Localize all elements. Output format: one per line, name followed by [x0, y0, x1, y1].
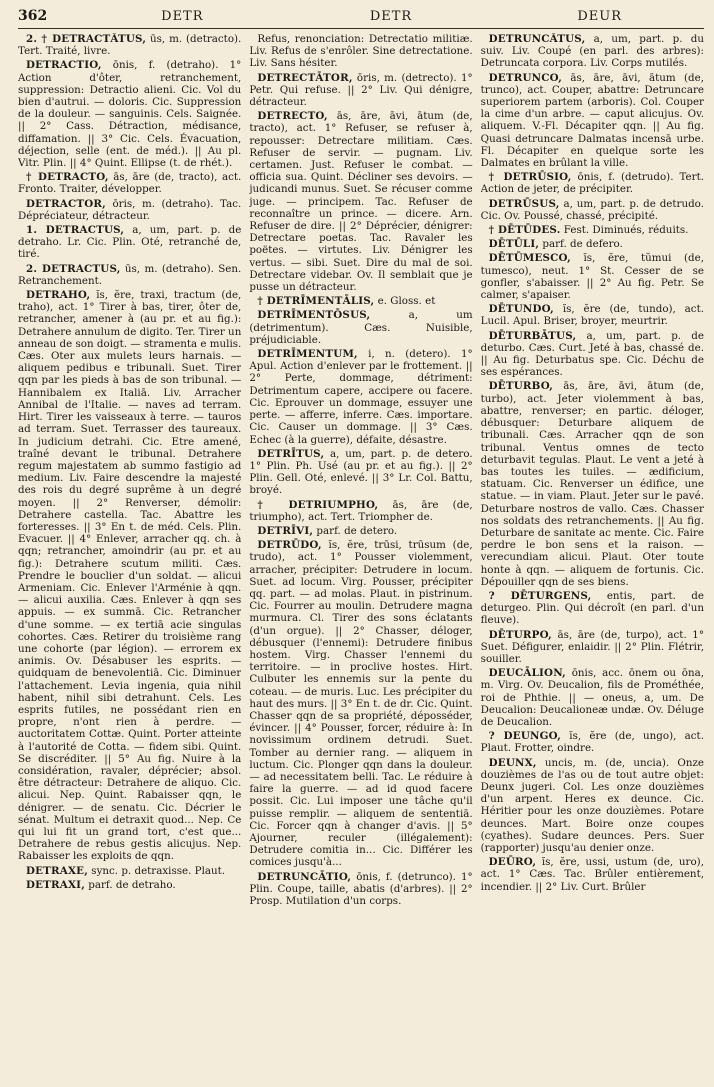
guide-word-left: DETR [161, 9, 204, 24]
dictionary-entry [481, 330, 704, 379]
entry-headword: DETRŪSUS, [488, 197, 560, 210]
entry-definition: a, um, part. p. de detraho. Lr. Cic. Plin. Oté, retranché de, tiré. [18, 224, 242, 261]
dictionary-entry [249, 525, 472, 537]
entry-definition: a, um (detrimentum). Cæs. Nuisible, préjudiciable. [249, 309, 473, 346]
dictionary-entry [249, 295, 472, 307]
column-1 [18, 33, 241, 1083]
entry-definition: a, um, part. p. de detero. 1° Plin. Ph. Usé (au pr. et au fig.). || 2° Plin. Gell. Oté, enlevé. || 3° Lr. Col. Battu, broyé. [249, 447, 473, 497]
columns [18, 33, 704, 1083]
entry-headword: DETRUNCO, [488, 71, 562, 84]
entry-definition: a, um, part. p. du suiv. Liv. Coupé (en parl. des arbres): Detruncata corpora. Liv. Corps mutilés. [480, 33, 704, 70]
dictionary-entry [249, 110, 472, 293]
dictionary-entry [481, 730, 704, 754]
dictionary-entry [18, 33, 241, 57]
entry-headword: DEUCĀLION, [488, 667, 566, 680]
dictionary-entry [249, 499, 472, 523]
dictionary-entry [18, 59, 241, 169]
entry-definition: ōnis, f. (detrudo). Tert. Action de jeter, de précipiter. [480, 171, 704, 196]
entry-headword: ? DEUNGO, [488, 730, 561, 743]
entry-definition: a, um, part. p. de detrudo. Cic. Ov. Poussé, chassé, précipité. [480, 197, 704, 222]
guide-word-right: DEUR [577, 9, 623, 24]
entry-headword: DETRECTĀTOR, [257, 71, 353, 84]
entry-headword: DĒTUNDO, [488, 303, 554, 316]
entry-definition: sync. p. detraxisse. Plaut. [91, 864, 226, 877]
entry-headword: 1. DETRACTUS, [26, 224, 125, 237]
dictionary-entry [481, 238, 704, 250]
dictionary-entry [18, 198, 241, 222]
dictionary-entry [18, 865, 241, 877]
entry-headword: DETRAXE, [26, 864, 89, 877]
dictionary-entry [18, 879, 241, 891]
entry-headword: DĒTURBO, [488, 380, 554, 393]
dictionary-entry [249, 72, 472, 109]
entry-definition: entis, part. de deturgeo. Plin. Qui décroît (en parl. d'un fleuve). [480, 589, 704, 627]
entry-headword: DETRUNCĀTIO, [257, 870, 352, 883]
entry-headword: DETRĪMENTUM, [257, 348, 358, 361]
running-header [18, 8, 704, 29]
entry-headword: DĒTŪMESCO, [488, 252, 571, 265]
entry-headword: DEŪRO, [488, 856, 537, 869]
guide-word-center: DETR [369, 9, 413, 24]
entry-definition: i, n. (detero). 1° Apul. Action d'enlever par le frottement. || 2° Perte, dommage, détriment: Detrimentum capere, accipere ou facere. Cic. Eprouver un dommage, essuyer une perte. — afferre, inferre. Cæs. importare. Cic. Causer un dommage. || 3° Cæs. Echec (à la guerre), défaite, désastre. [249, 348, 473, 446]
dictionary-entry [18, 263, 241, 287]
dictionary-entry [249, 348, 472, 446]
dictionary-entry [481, 757, 704, 855]
entry-definition: ās, āre (de, tracto), act. Fronto. Traiter, développer. [18, 171, 242, 196]
dictionary-entry [249, 309, 472, 346]
entry-headword: DETRAXI, [26, 878, 85, 891]
dictionary-entry [249, 539, 472, 868]
entry-headword: DETRŪDO, [257, 539, 322, 552]
entry-definition: ās, āre (de, turpo), act. 1° Suet. Défigurer, enlaidir. || 2° Plin. Flétrir, souiller. [480, 628, 704, 665]
entry-definition: ĭs, ĕre, ussi, ustum (de, uro), act. 1° Cæs. Tac. Brûler entièrement, incendier. || 2° Liv. Curt. Brûler [480, 856, 704, 893]
entry-definition: ōris, m. (detrecto). 1° Petr. Qui refuse. || 2° Liv. Qui dénigre, détracteur. [249, 71, 473, 109]
entry-definition: ās, āre (de, triumpho), act. Tert. Triompher de. [249, 498, 473, 523]
entry-definition: Refus, renonciation: Detrectatio militiæ. Liv. Refus de s'enrôler. Sine detrectatione. Liv. Sans hésiter. [249, 33, 473, 70]
entry-definition: ĭs, ĕre (de, ungo), act. Plaut. Frotter, oindre. [480, 730, 704, 755]
dictionary-entry [249, 448, 472, 497]
entry-definition: parf. de defero. [542, 238, 623, 251]
entry-headword: DETRACTIO, [26, 59, 102, 72]
entry-headword: DETRAHO, [26, 289, 91, 302]
entry-definition: parf. de detero. [316, 524, 398, 537]
entry-headword: 2. † DETRACTĀTUS, [26, 33, 147, 45]
entry-headword: † DETRŪSIO, [488, 171, 572, 184]
entry-headword: † DĒTŪDES. [488, 224, 561, 237]
entry-headword: DĒTŪLI, [488, 238, 540, 251]
dictionary-entry [481, 33, 704, 70]
dictionary-entry [18, 171, 241, 195]
entry-headword: DĒTURBĀTUS, [488, 329, 577, 342]
dictionary-entry [481, 629, 704, 666]
dictionary-entry [481, 303, 704, 327]
entry-definition: ōnis, f. (detraho). 1° Action d'ôter, retranchement, suppression: Detractio alieni. Cic. Vol du bien d'autrui. — doloris. Cic. Suppression de la douleur. — sanguinis. Cels. Saignée. || 2° Cass. Détraction, médisance, diffamation. || 3° Cic. Cels. Évacuation, déjection, selle (ent. de méd.). || Au pl. Vitr. Plin. || 4° Quint. Ellipse (t. de rhét.). [18, 59, 242, 170]
entry-headword: † DETRIUMPHO, [257, 498, 379, 511]
dictionary-entry [481, 252, 704, 301]
dictionary-entry [481, 590, 704, 627]
dictionary-entry [18, 224, 241, 261]
entry-definition: ōnis, f. (detrunco). 1° Plin. Coupe, taille, abatis (d'arbres). || 2° Prosp. Mutilation d'un corps. [249, 870, 473, 908]
entry-definition: Fest. Diminués, réduits. [563, 224, 689, 237]
entry-definition: ās, āre, āvi, ātum (de, tracto), act. 1° Refuser, se refuser à, repousser: Detrectare militiam. Cæs. Refuser de servir. — pugnam. Liv. certamen. Just. Refuser le combat. — officia sua. Quint. Décliner ses devoirs. — judicandi munus. Suet. Se récuser comme juge. — principem. Tac. Refuser de reconnaître un prince. — dicere. Arn. Refuser de dire. || 2° Déprécier, dénigrer: Detrectare poetas. Tac. Ravaler les poëtes. — virtutes. Liv. Dénigrer les vertus. — sibi. Suet. Dire du mal de soi. Detrectare videbar. Ov. Il semblait que je pusse un détracteur. [249, 110, 473, 294]
dictionary-entry [481, 380, 704, 587]
entry-headword: DETRUNCĀTUS, [488, 33, 586, 45]
dictionary-entry [249, 33, 472, 70]
dictionary-entry [481, 198, 704, 222]
entry-headword: † DETRĪMENTĀLIS, [257, 295, 375, 308]
entry-definition: ĭs, ĕre, trūsi, trūsum (de, trudo), act. 1° Pousser violemment, arracher, précipiter: Detrudere in locum. Suet. ad locum. Virg. Pousser, précipiter qq. part. — ad molas. Plaut. in pistrinum. Cic. Fourrer au moulin. Detrudere magna murmura. Cl. Tirer des sons éclatants (d'un orgue). || 2° Chasser, déloger, débusquer (l'ennemi): Detrudere finibus hostem. Virg. Chasser l'ennemi du territoire. — in proclive hostes. Hirt. Culbuter les ennemis sur la pente du coteau. — de muris. Luc. Les précipiter du haut des murs. || 3° En t. de dr. Cic. Quint. Chasser qqn de sa propriété, déposséder, évincer. || 4° Pousser, forcer, réduire à: In novissimum ordinem detrudi. Suet. Tomber au dernier rang. — aliquem in luctum. Cic. Plonger qqn dans la douleur. — ad necessitatem belli. Tac. Le réduire à faire la guerre. — ad id quod facere possit. Cic. Lui imposer une tâche qu'il puisse remplir. — aliquem de sententiā. Cic. Forcer qqn à changer d'avis. || 5° Ajourner, reculer (illégalement): Detrudere comitia in... Cic. Différer les comices jusqu'à... [249, 539, 473, 869]
entry-headword: † DETRACTO, [26, 171, 109, 184]
entry-definition: ĭs, ĕre, traxi, tractum (de, traho), act. 1° Tirer à bas, tirer, ôter de, retrancher, amener à (au pr. et au fig.): Detrahere annulum de digito. Ter. Tirer un anneau de son doigt. — stramenta e mulis. Cæs. Oter aux mulets leurs harnais. — aliquem pedibus e tribunali. Suet. Tirer qqn par les pieds à bas de son tribunal. — Hannibalem ex Italiā. Liv. Arracher Annibal de l'Italie. — naves ad terram. Hirt. Tirer les vaisseaux à terre. — tauros ad terram. Suet. Terrasser des taureaux. In judicium detrahi. Cic. Etre amené, traîné devant le tribunal. Detrahere regum majestatem ab summo fastigio ad medium. Liv. Faire descendre la majesté des rois du degré suprême à un degré moyen. || 2° Renverser, démolir: Detrahere castella. Tac. Abattre les forteresses. || 3° En t. de méd. Cels. Plin. Evacuer. || 4° Enlever, arracher qq. ch. à qqn; retrancher, amoindrir (au pr. et au fig.): Detrahere scutum militi. Cæs. Prendre le bouclier d'un soldat. — alicui Armeniam. Cic. Enlever l'Arménie à qqn. — alicui auxilia. Cæs. Enlever à qqn ses appuis. — ex summā. Cic. Retrancher d'une somme. — ex tertiā acie singulas cohortes. Cæs. Retirer du troisième rang une cohorte (par légion). — errorem ex animis. Ov. Désabuser les esprits. — quidquam de benevolentiā. Cic. Diminuer l'attachement. Levia ingenia, quia nihil habent, nihil sibi detrahunt. Cels. Les esprits futiles, ne possédant rien en propre, n'ont rien à perdre. — auctoritatem Cottæ. Quint. Porter atteinte à l'autorité de Cotta. — fidem sibi. Quint. Se discréditer. || 5° Au fig. Nuire à la considération, ravaler, déprécier; absol. être détracteur: Detrahere de aliquo. Cic. alicui. Nep. Quint. Rabaisser qqn, le dénigrer. — de senatu. Cic. Décrier le sénat. Multum ei detraxit quod... Nep. Ce qui lui fit un grand tort, c'est que... Detrahere de rebus gestis alicujus. Nep. Rabaisser les exploits de qqn. [18, 289, 242, 863]
entry-definition: uncis, m. (de, uncia). Onze douzièmes de l'as ou de tout autre objet: Deunx jugeri. Col. Les onze douzièmes d'un arpent. Heres ex deunce. Cic. Héritier pour les onze douzièmes. Potare deunces. Mart. Boire onze coupes (cyathes). Sudare deunces. Pers. Suer (rapporter) jusqu'au denier onze. [480, 756, 704, 854]
entry-headword: ? DĒTURGENS, [488, 589, 592, 602]
entry-definition: ĭs, ĕre (de, tundo), act. Lucil. Apul. Briser, broyer, meurtrir. [480, 303, 704, 328]
entry-definition: a, um, part. p. de deturbo. Cæs. Curt. Jeté à bas, chassé de. || Au fig. Deturbatus spe. Cic. Déchu de ses espérances. [480, 329, 704, 379]
entry-headword: DETRĪVI, [257, 524, 314, 537]
dictionary-entry [481, 72, 704, 170]
dictionary-entry [249, 871, 472, 908]
entry-headword: DETRACTOR, [26, 197, 106, 210]
column-3 [481, 33, 704, 1083]
dictionary-entry [18, 289, 241, 863]
entry-definition: ūs, m. (detraho). Sen. Retranchement. [18, 262, 242, 287]
dictionary-entry [481, 171, 704, 195]
entry-headword: DETRECTO, [257, 110, 328, 123]
entry-definition: ūs, m. (detracto). Tert. Traité, livre. [18, 33, 242, 58]
entry-definition: ās, āre, āvi, ātum (de, turbo), act. Jeter violemment à bas, abattre, renverser; en partic. déloger, débusquer: Deturbare aliquem de tribunali. Cæs. Arracher qqn de son tribunal. Ventus omnes de tecto deturbavit tegulas. Plaut. Le vent a jeté à bas toutes les tuiles. — ædificium, statuam. Cic. Renverser un édifice, une statue. — in viam. Plaut. Jeter sur le pavé. Deturbare nostros de vallo. Cæs. Chasser nos soldats des retranchements. || Au fig. Deturbare de sanitate ac mente. Cic. Faire perdre le bon sens et la raison. — verecundiam alicui. Plaut. Oter toute honte à qqn. — aliquem de fortunis. Cic. Dépouiller qqn de ses biens. [480, 380, 704, 588]
entry-definition: e. Gloss. et [377, 295, 436, 308]
entry-headword: DETRĪTUS, [257, 447, 325, 460]
dictionary-entry [481, 856, 704, 893]
entry-definition: ōnis, acc. ōnem ou ōna, m. Virg. Ov. Deucalion, fils de Prométhée, roi de Phthie. || — oneus, a, um. De Deucalion: Deucalioneæ undæ. Ov. Déluge de Deucalion. [480, 667, 704, 728]
dictionary-entry [481, 667, 704, 728]
entry-definition: parf. de detraho. [88, 878, 176, 891]
column-2 [249, 33, 472, 1083]
dictionary-entry [481, 224, 704, 236]
entry-headword: DETRĪMENTŌSUS, [257, 309, 371, 322]
entry-headword: 2. DETRACTUS, [26, 262, 121, 275]
entry-headword: DĒTURPO, [488, 628, 552, 641]
entry-definition: ĭs, ĕre, tŭmui (de, tumesco), neut. 1° St. Cesser de se gonfler, s'abaisser. || 2° Au fig. Petr. Se calmer, s'apaiser. [480, 252, 704, 302]
entry-headword: DEUNX, [488, 756, 537, 769]
page-number: 362 [18, 8, 48, 24]
entry-definition: ās, āre, āvi, ātum (de, trunco), act. Couper, abattre: Detruncare superiorem partem (arboris). Col. Couper la cime d'un arbre. — caput alicujus. Ov. aliquem. V.-Fl. Décapiter qqn. || Au fig. Quasi detruncare Dalmatas incensā urbe. Fl. Décapiter en quelque sorte les Dalmates en brûlant la ville. [480, 71, 704, 170]
entry-definition: ōris, m. (detraho). Tac. Dépréciateur, détracteur. [18, 197, 242, 222]
